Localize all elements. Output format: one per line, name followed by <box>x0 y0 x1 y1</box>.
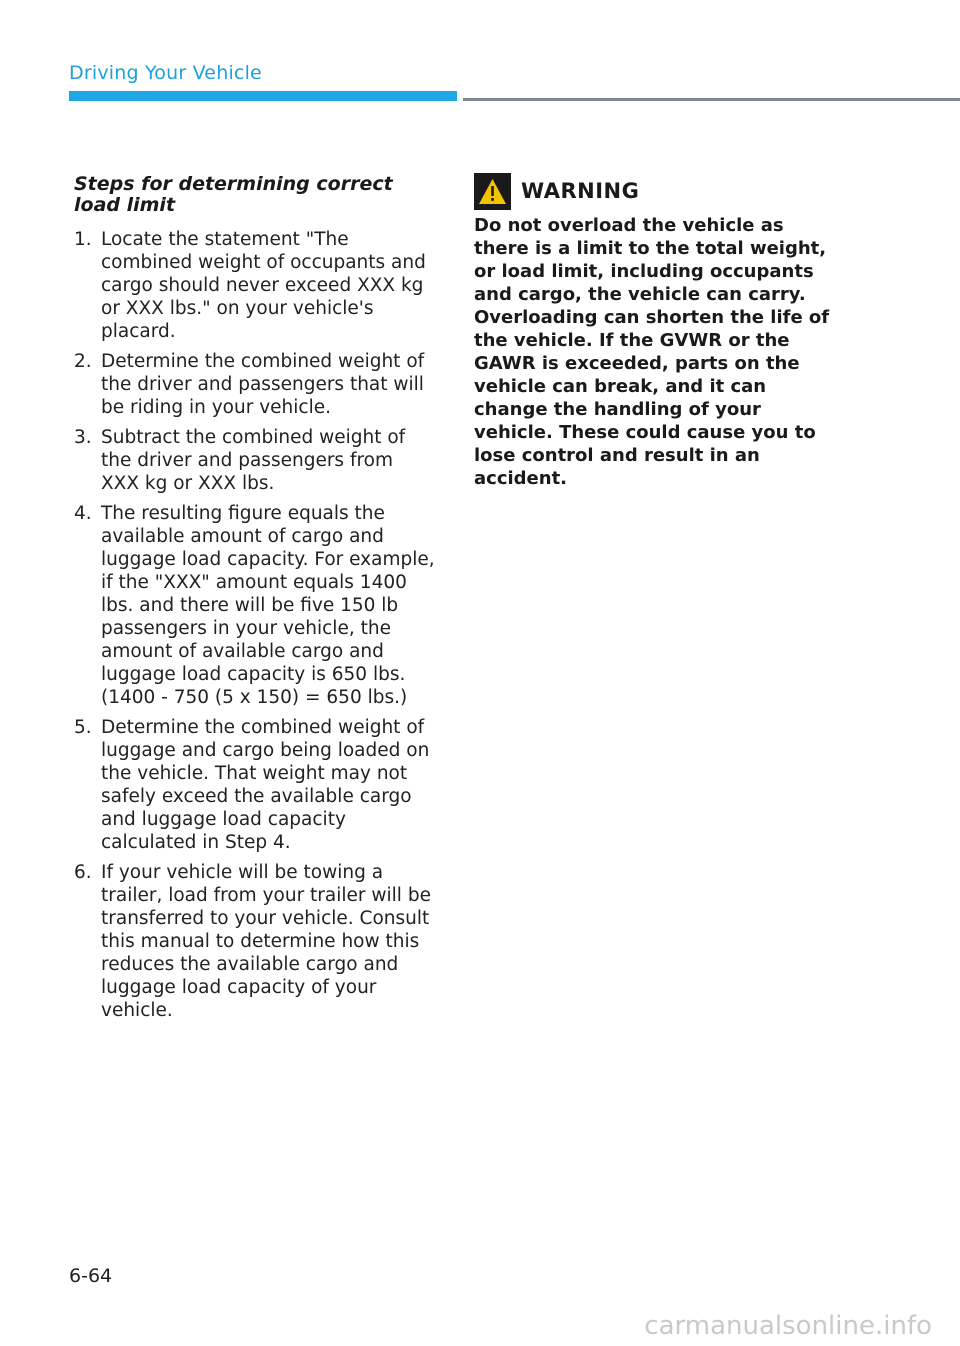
header-rule-grey <box>463 98 960 101</box>
step-text: The resulting figure equals the available amount of cargo and luggage load capacity. For example, if the "XXX" amount equals 1400 lbs. and there will be five 150 lb passengers in your vehicle, the amount of available cargo and luggage load capacity is 650 lbs. (1400 - 750 (5 x 150) = 650 lbs.) <box>101 503 435 708</box>
subheading: Steps for determining correct load limit <box>74 173 393 216</box>
steps-list <box>74 228 436 1022</box>
list-item <box>74 426 436 495</box>
step-text: If your vehicle will be towing a trailer, load from your trailer will be transferred to your vehicle. Consult this manual to determine how this reduces the available cargo and luggage load capacity of your vehicle. <box>101 862 431 1021</box>
left-column <box>74 174 436 1029</box>
list-item <box>74 502 436 709</box>
list-item <box>74 228 436 343</box>
step-text: Determine the combined weight of luggage and cargo being loaded on the vehicle. That weight may not safely exceed the available cargo and luggage load capacity calculated in Step 4. <box>101 717 430 853</box>
step-text: Subtract the combined weight of the driver and passengers from XXX kg or XXX lbs. <box>101 427 406 494</box>
step-text: Locate the statement "The combined weight of occupants and cargo should never exceed XXX kg or XXX lbs." on your vehicle's placard. <box>101 229 426 342</box>
list-item <box>74 861 436 1022</box>
step-number: 4. <box>74 503 92 524</box>
warning-title: WARNING <box>521 179 640 203</box>
step-number: 2. <box>74 351 92 372</box>
step-text: Determine the combined weight of the driver and passengers that will be riding in your vehicle. <box>101 351 425 418</box>
step-number: 3. <box>74 427 92 448</box>
warning-triangle-icon <box>474 173 511 210</box>
warning-box <box>474 172 842 490</box>
section-title: Driving Your Vehicle <box>69 62 262 84</box>
page-number: 6-64 <box>69 1265 113 1287</box>
warning-body: Do not overload the vehicle as there is a limit to the total weight, or load limit, including occupants and cargo, the vehicle can carry. Overloading can shorten the life of the vehicle. If the GVWR or the GAWR is exceeded, parts on the vehicle can break, and it can change the handling of your vehicle. These could cause you to lose control and result in an accident. <box>474 215 830 489</box>
list-item <box>74 716 436 854</box>
warning-header <box>474 172 842 210</box>
step-number: 5. <box>74 717 92 738</box>
header-rule-blue <box>69 91 457 101</box>
watermark: carmanualsonline.info <box>644 1311 932 1341</box>
list-item <box>74 350 436 419</box>
step-number: 1. <box>74 229 92 250</box>
step-number: 6. <box>74 862 92 883</box>
